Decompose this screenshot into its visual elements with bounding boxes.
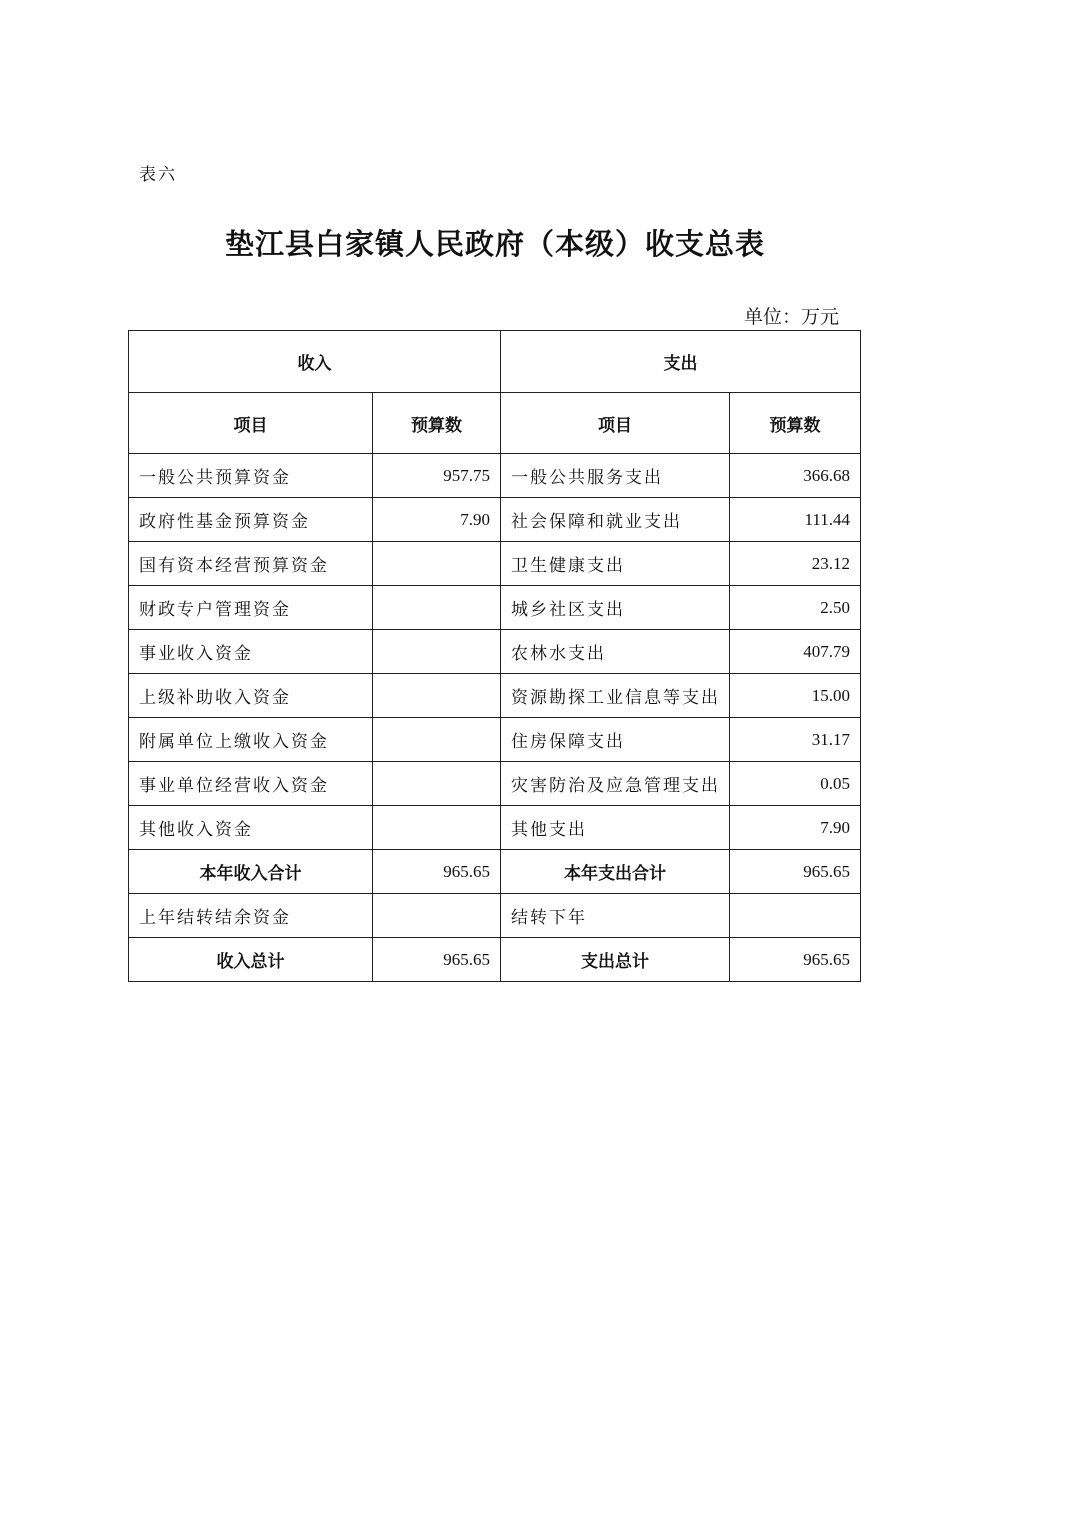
expenditure-value-cell: 0.05	[730, 762, 861, 806]
expenditure-value-cell: 366.68	[730, 454, 861, 498]
income-section-header: 收入	[129, 331, 501, 393]
expenditure-value-cell: 31.17	[730, 718, 861, 762]
expenditure-value-cell: 15.00	[730, 674, 861, 718]
table-row	[129, 674, 861, 718]
table-row	[129, 718, 861, 762]
carryover-expenditure-value	[730, 894, 861, 938]
table-row	[129, 630, 861, 674]
income-budget-header: 预算数	[373, 393, 501, 454]
income-item-cell: 上级补助收入资金	[129, 674, 373, 718]
expenditure-value-cell: 111.44	[730, 498, 861, 542]
expenditure-item-cell: 灾害防治及应急管理支出	[501, 762, 730, 806]
year-total-row	[129, 850, 861, 894]
income-value-cell	[373, 718, 501, 762]
section-header-row	[129, 331, 861, 393]
expenditure-item-cell: 社会保障和就业支出	[501, 498, 730, 542]
income-item-cell: 一般公共预算资金	[129, 454, 373, 498]
carryover-income-value	[373, 894, 501, 938]
expenditure-budget-header: 预算数	[730, 393, 861, 454]
income-value-cell	[373, 630, 501, 674]
income-item-cell: 国有资本经营预算资金	[129, 542, 373, 586]
table-row	[129, 542, 861, 586]
expenditure-value-cell: 23.12	[730, 542, 861, 586]
budget-table-body	[129, 331, 861, 982]
expenditure-item-cell: 卫生健康支出	[501, 542, 730, 586]
income-item-cell: 事业单位经营收入资金	[129, 762, 373, 806]
grand-income-total-value: 965.65	[373, 938, 501, 982]
grand-income-total-label: 收入总计	[129, 938, 373, 982]
income-item-cell: 政府性基金预算资金	[129, 498, 373, 542]
expenditure-value-cell: 7.90	[730, 806, 861, 850]
column-header-row	[129, 393, 861, 454]
income-value-cell	[373, 674, 501, 718]
income-item-cell: 其他收入资金	[129, 806, 373, 850]
income-value-cell: 957.75	[373, 454, 501, 498]
income-item-header: 项目	[129, 393, 373, 454]
grand-expenditure-total-label: 支出总计	[501, 938, 730, 982]
unit-label: 单位：万元	[743, 306, 839, 328]
income-item-cell: 财政专户管理资金	[129, 586, 373, 630]
income-value-cell: 7.90	[373, 498, 501, 542]
grand-expenditure-total-value: 965.65	[730, 938, 861, 982]
year-income-total-value: 965.65	[373, 850, 501, 894]
table-row	[129, 454, 861, 498]
year-expenditure-total-label: 本年支出合计	[501, 850, 730, 894]
year-income-total-label: 本年收入合计	[129, 850, 373, 894]
table-row	[129, 762, 861, 806]
expenditure-item-cell: 农林水支出	[501, 630, 730, 674]
carryover-row	[129, 894, 861, 938]
expenditure-item-cell: 城乡社区支出	[501, 586, 730, 630]
income-value-cell	[373, 806, 501, 850]
income-item-cell: 事业收入资金	[129, 630, 373, 674]
table-row	[129, 806, 861, 850]
income-item-cell: 附属单位上缴收入资金	[129, 718, 373, 762]
income-value-cell	[373, 542, 501, 586]
table-number-label: 表六	[139, 165, 177, 185]
carryover-income-label: 上年结转结余资金	[129, 894, 373, 938]
page-title: 垫江县白家镇人民政府（本级）收支总表	[224, 227, 765, 261]
expenditure-item-cell: 住房保障支出	[501, 718, 730, 762]
expenditure-item-header: 项目	[501, 393, 730, 454]
budget-summary-table	[128, 330, 861, 982]
income-value-cell	[373, 586, 501, 630]
income-value-cell	[373, 762, 501, 806]
expenditure-item-cell: 资源勘探工业信息等支出	[501, 674, 730, 718]
grand-total-row	[129, 938, 861, 982]
year-expenditure-total-value: 965.65	[730, 850, 861, 894]
expenditure-value-cell: 2.50	[730, 586, 861, 630]
expenditure-value-cell: 407.79	[730, 630, 861, 674]
table-row	[129, 498, 861, 542]
expenditure-section-header: 支出	[501, 331, 861, 393]
expenditure-item-cell: 一般公共服务支出	[501, 454, 730, 498]
carryover-expenditure-label: 结转下年	[501, 894, 730, 938]
expenditure-item-cell: 其他支出	[501, 806, 730, 850]
table-row	[129, 586, 861, 630]
